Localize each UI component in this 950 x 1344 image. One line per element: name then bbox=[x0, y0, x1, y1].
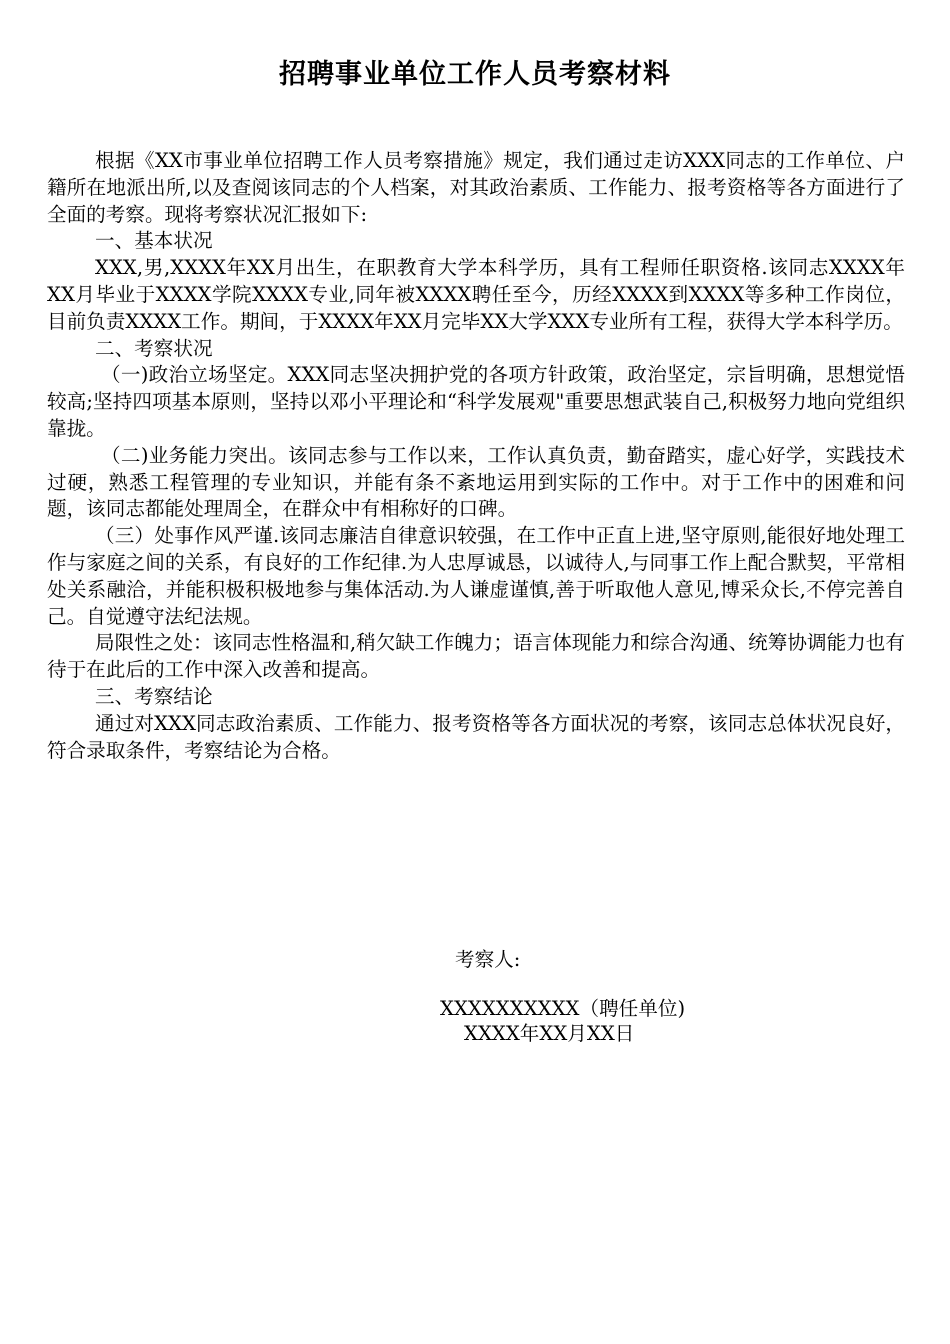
inspector-label: 考察人: bbox=[455, 948, 521, 971]
conclusion-paragraph: 通过对XXX同志政治素质、工作能力、报考资格等各方面状况的考察，该同志总体状况良好，符合录取条件，考察结论为合格。 bbox=[47, 711, 905, 762]
limitations-paragraph: 局限性之处：该同志性格温和,稍欠缺工作魄力；语言体现能力和综合沟通、统筹协调能力也有待于在此后的工作中深入改善和提高。 bbox=[47, 631, 905, 682]
signature-date: XXXX年XX月XX日 bbox=[464, 1022, 635, 1045]
section-heading-inspection-status: 二、考察状况 bbox=[95, 336, 213, 360]
employer-unit: XXXXXXXXXX（聘任单位) bbox=[440, 997, 686, 1020]
business-ability-paragraph: （二)业务能力突出。该同志参与工作以来，工作认真负责，勤奋踏实，虚心好学，实践技术过硬，熟悉工程管理的专业知识，并能有条不紊地运用到实际的工作中。对于工作中的困难和问题，该同志都能处理周全，在群众中有相称好的口碑。 bbox=[47, 443, 905, 521]
political-stance-paragraph: （一)政治立场坚定。XXX同志坚决拥护党的各项方针政策，政治坚定，宗旨明确，思想觉悟较高;坚持四项基本原则，坚持以邓小平理论和“科学发展观"重要思想武装自己,积极努力地向党组织靠拢。 bbox=[47, 363, 905, 440]
basic-status-paragraph: XXX,男,XXXX年XX月出生，在职教育大学本科学历，具有工程师任职资格.该同志XXXX年XX月毕业于XXXX学院XXXX专业,同年被XXXX聘任至今，历经XXXX到XXXX等多种工作岗位，目前负责XXXX工作。期间，于XXXX年XX月完毕XX大学XXX专业所有工程，获得大学本科学历。 bbox=[47, 256, 905, 333]
work-style-paragraph: （三）处事作风严谨.该同志廉洁自律意识较强，在工作中正直上进,坚守原则,能很好地处理工作与家庭之间的关系，有良好的工作纪律.为人忠厚诚恳，以诚待人,与同事工作上配合默契，平常相处关系融洽，并能积极积极地参与集体活动.为人谦虚谨慎,善于听取他人意见,博采众长,不停完善自己。自觉遵守法纪法规。 bbox=[47, 524, 905, 628]
section-heading-conclusion: 三、考察结论 bbox=[95, 684, 213, 708]
intro-paragraph: 根据《XX市事业单位招聘工作人员考察措施》规定，我们通过走访XXX同志的工作单位、户籍所在地派出所,以及查阅该同志的个人档案，对其政治素质、工作能力、报考资格等各方面进行了全面的考察。现将考察状况汇报如下: bbox=[47, 149, 905, 226]
document-title: 招聘事业单位工作人员考察材料 bbox=[279, 59, 671, 90]
section-heading-basic-status: 一、基本状况 bbox=[95, 229, 213, 253]
document-body bbox=[47, 148, 905, 764]
